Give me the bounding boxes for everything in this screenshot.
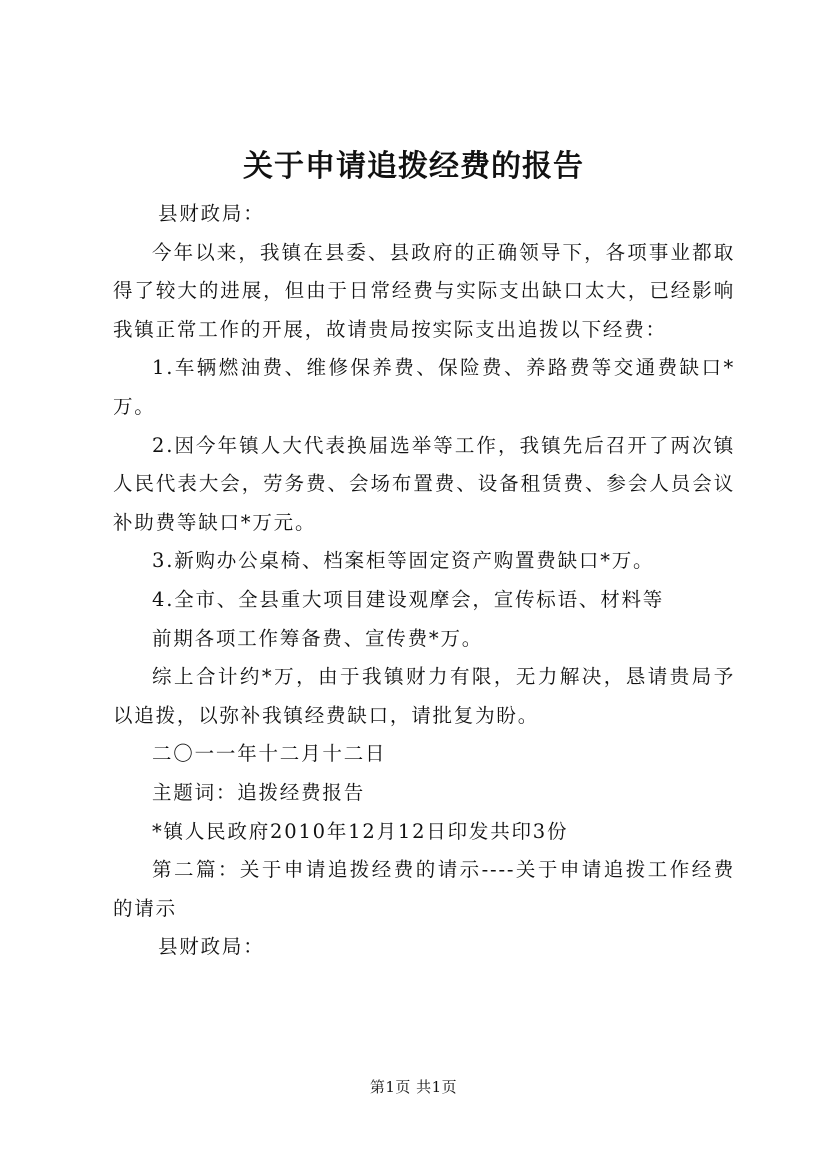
subject-line: 主题词：追拨经费报告	[152, 780, 366, 804]
summary-paragraph: 综上合计约*万，由于我镇财力有限，无力解决，恳请贵局予以追拨，以弥补我镇经费缺口，请批复为盼。	[113, 665, 735, 727]
second-article-heading: 第二篇：关于申请追拨经费的请示----关于申请追拨工作经费的请示	[113, 858, 735, 920]
issuance-line: *镇人民政府2010年12月12日印发共印3份	[152, 819, 569, 843]
page-number-footer: 第1页 共1页	[369, 1078, 458, 1096]
item-1-paragraph: 1.车辆燃油费、维修保养费、保险费、养路费等交通费缺口*万。	[113, 356, 735, 418]
document-title: 关于申请追拨经费的报告	[243, 149, 584, 184]
salutation: 县财政局：	[158, 202, 265, 225]
item-4-paragraph: 4.全市、全县重大项目建设观摩会，宣传标语、材料等	[152, 587, 665, 611]
document-body	[113, 195, 735, 967]
item-3-paragraph: 3.新购办公桌椅、档案柜等固定资产购置费缺口*万。	[152, 549, 655, 573]
second-salutation: 县财政局：	[158, 935, 265, 959]
item-4-continuation: 前期各项工作筹备费、宣传费*万。	[152, 626, 484, 650]
item-2-paragraph: 2.因今年镇人大代表换届选举等工作，我镇先后召开了两次镇人民代表大会，劳务费、会场布置费、设备租赁费、参会人员会议补助费等缺口*万元。	[113, 433, 735, 534]
intro-paragraph: 今年以来，我镇在县委、县政府的正确领导下，各项事业都取得了较大的进展，但由于日常经费与实际支出缺口太大，已经影响我镇正常工作的开展，故请贵局按实际支出追拨以下经费：	[113, 240, 735, 341]
date-line: 二〇一一年十二月十二日	[152, 742, 387, 766]
